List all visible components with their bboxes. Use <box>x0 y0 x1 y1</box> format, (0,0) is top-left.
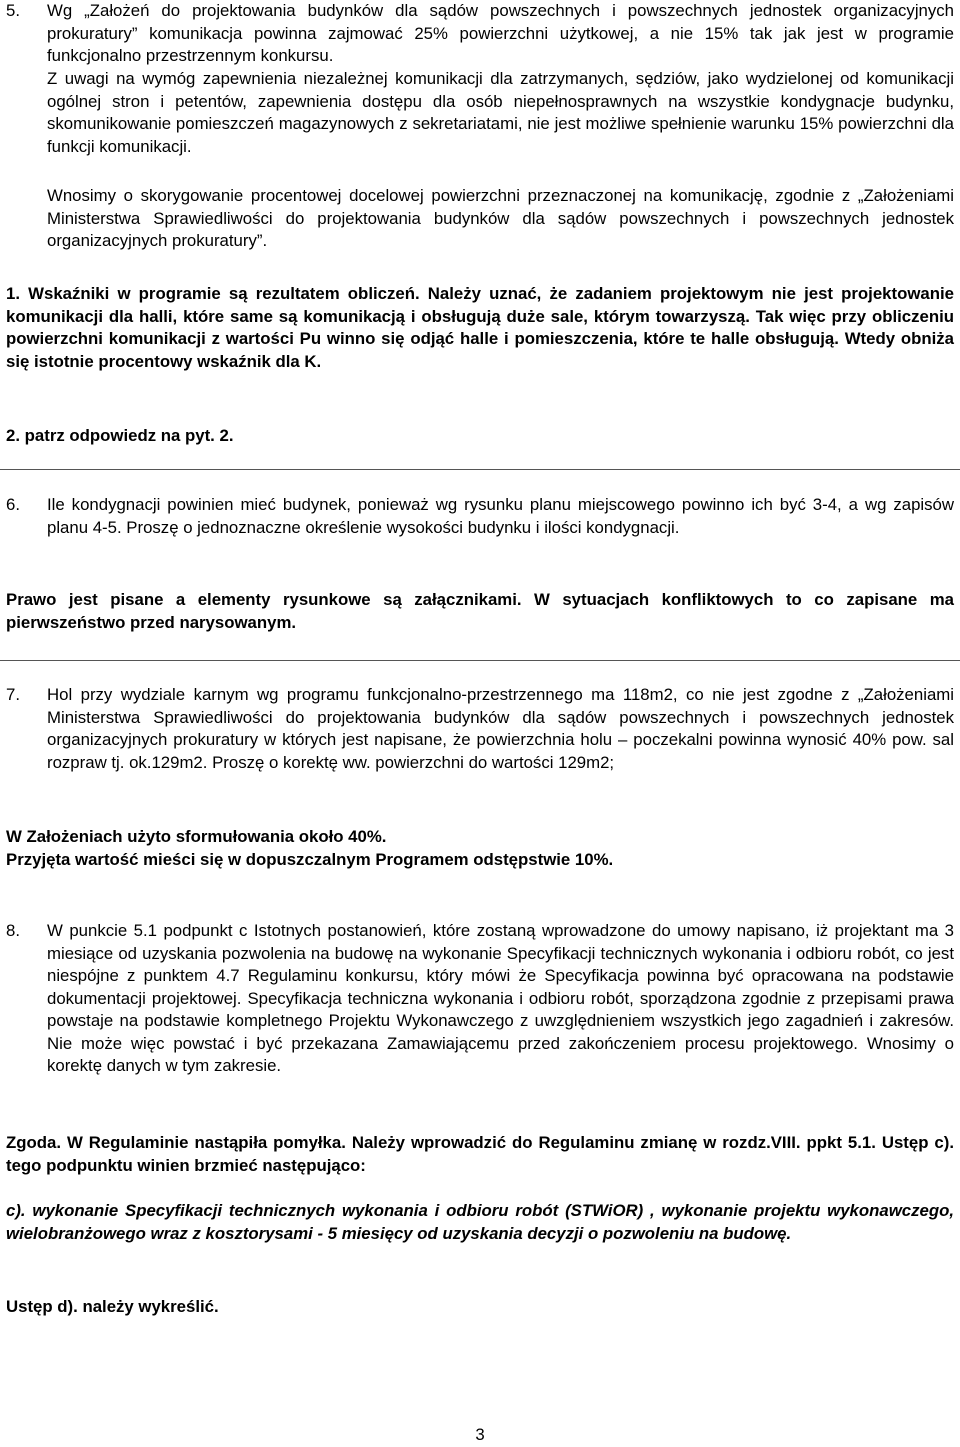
item-6-answer: Prawo jest pisane a elementy rysunkowe są załącznikami. W sytuacjach konfliktowych to co zapisane ma pierwszeństwo przed narysowanym. <box>6 590 954 632</box>
item-6-question: Ile kondygnacji powinien mieć budynek, ponieważ wg rysunku planu miejscowego powinno ich być 3-4, a wg zapisów planu 4-5. Proszę o jednoznaczne określenie wysokości budynku i ilości kondygnacji. <box>47 495 954 537</box>
page-number: 3 <box>475 1425 485 1444</box>
item-8-answer-1: Zgoda. W Regulaminie nastąpiła pomyłka. Należy wprowadzić do Regulaminu zmianę w rozdz.VIII. ppkt 5.1. Ustęp c). tego podpunktu winien brzmieć następująco: <box>6 1133 954 1175</box>
item-7-answer-2: Przyjęta wartość mieści się w dopuszczalnym Programem odstępstwie 10%. <box>6 850 614 869</box>
item-8-question: W punkcie 5.1 podpunkt c Istotnych postanowień, które zostaną wprowadzone do umowy napisano, iż projektant ma 3 miesiące od uzyskania pozwolenia na budowę na wykonanie Specyfikacji technicznych wykonania i odbioru robót, co jest niespójne z punktem 4.7 Regulaminu konkursu, który mówi że Specyfikacja powinna być opracowana na podstawie dokumentacji projektowej. Specyfikacja techniczna wykonania i odbioru robót, sporządzona zgodnie z przepisami prawa powstaje na podstawie kompletnego Projektu Wykonawczego z uwzględnieniem wszystkich jego zagadnień i zakresów. Nie może więc powstać i być przekazana Zamawiającemu przed zakończeniem procesu projektowego. Wnosimy o korektę danych w tym zakresie. <box>47 921 954 1075</box>
item-5-number: 5. <box>6 1 20 20</box>
item-7-number: 7. <box>6 685 20 704</box>
item-5-paragraph-1: Wg „Założeń do projektowania budynków dla sądów powszechnych i powszechnych jednostek organizacyjnych prokuratury” komunikacja powinna zajmować 25% powierzchni użytkowej, a nie 15% tak jak jest w programie funkcjonalno przestrzennym konkursu. <box>47 1 954 65</box>
item-5-answer-1: 1. Wskaźniki w programie są rezultatem obliczeń. Należy uznać, że zadaniem projektowym nie jest projektowanie komunikacji dla halli, które same są komunikacją i obsługują duże sale, którym towarzyszą. Tak więc przy obliczeniu powierzchni komunikacji z wartości Pu winno się odjąć halle i pomieszczenia, które te halle obsługują. Wtedy obniża się istotnie procentowy wskaźnik dla K. <box>6 284 954 371</box>
item-5-paragraph-3: Wnosimy o skorygowanie procentowej docelowej powierzchni przeznaczonej na komunikację, zgodnie z „Założeniami Ministerstwa Sprawiedliwości do projektowania budynków dla sądów powszechnych i powszechnych jednostek organizacyjnych prokuratury”. <box>47 186 954 250</box>
item-5-answer-2: 2. patrz odpowiedz na pyt. 2. <box>6 426 234 445</box>
item-7-question: Hol przy wydziale karnym wg programu funkcjonalno-przestrzennego ma 118m2, co nie jest zgodne z „Założeniami Ministerstwa Sprawiedliwości do projektowania budynków dla sądów powszechnych i powszechnych jednostek organizacyjnych prokuratury w których jest napisane, że powierzchnia holu – poczekalni powinna wynosić 40% pow. sal rozpraw tj. ok.129m2. Proszę o korektę ww. powierzchni do wartości 129m2; <box>47 685 954 772</box>
section-divider <box>0 660 960 661</box>
item-8-answer-2: c). wykonanie Specyfikacji technicznych wykonania i odbioru robót (STWiOR) , wykonanie projektu wykonawczego, wielobranżowego wraz z kosztorysami - 5 miesięcy od uzyskania decyzji o pozwoleniu na budowę. <box>6 1201 954 1243</box>
item-8-number: 8. <box>6 921 20 940</box>
item-5-paragraph-2: Z uwagi na wymóg zapewnienia niezależnej komunikacji dla zatrzymanych, sędziów, jako wydzielonej od komunikacji ogólnej stron i petentów, zapewnienia dostępu dla osób niepełnosprawnych na wszystkie kondygnacje budynku, skomunikowanie pomieszczeń magazynowych z sekretariatami, nie jest możliwe spełnienie warunku 15% powierzchni dla funkcji komunikacji. <box>47 69 954 156</box>
section-divider <box>0 469 960 470</box>
item-7-answer-1: W Założeniach użyto sformułowania około 40%. <box>6 827 387 846</box>
item-6-number: 6. <box>6 495 20 514</box>
item-8-answer-3: Ustęp d). należy wykreślić. <box>6 1297 219 1316</box>
